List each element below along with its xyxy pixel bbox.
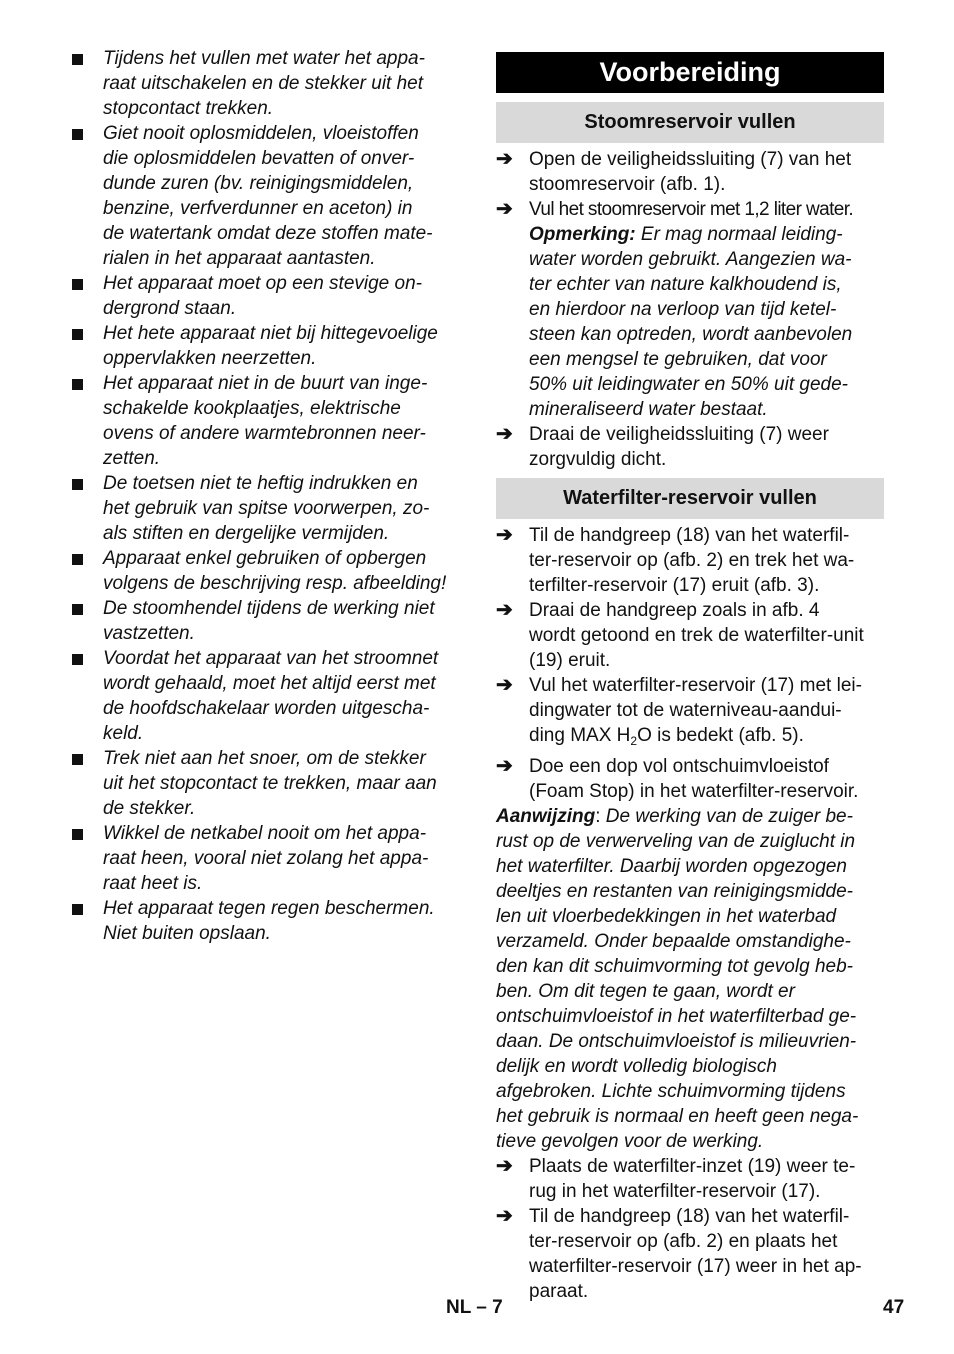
subsection-title-waterfilter-reservoir: Waterfilter-reservoir vullen [496,478,884,519]
arrow-right-icon: ➔ [496,1205,513,1227]
bullet-item: Het apparaat tegen regen beschermen. Niet buiten opslaan. [70,896,462,946]
instruction-step: ➔ Draai de handgreep zoals in afb. 4 wordt getoond en trek de waterfilter-unit (19) eruit. [496,599,864,671]
square-bullet-icon [72,54,83,65]
page-number: 47 [883,1297,905,1318]
instruction-step: ➔ Vul het waterfilter-reservoir (17) met lei- dingwater tot de waterniveau-aandui- ding MAX $H_2O$ is bedekt (afb. 5). [496,674,862,748]
bullet-item: Trek niet aan het snoer, om de stekker uit het stopcontact te trekken, maar aan de stekker. [70,746,462,821]
arrow-right-icon: ➔ [496,599,513,621]
bullet-item: Voordat het apparaat van het stroomnet wordt gehaald, moet het altijd eerst met de hoofdschakelaar worden uitgescha- keld. [70,646,462,746]
right-column [496,46,884,1304]
left-column [70,46,462,946]
section-title: Voorbereiding [496,52,884,93]
subsection-title-steam-reservoir: Stoomreservoir vullen [496,102,884,143]
bullet-item: Het apparaat niet in de buurt van inge- schakelde kookplaatjes, elektrische ovens of andere warmtebronnen neer- zetten. [70,371,462,471]
square-bullet-icon [72,279,83,290]
bullet-item: Giet nooit oplosmiddelen, vloeistoffen die oplosmiddelen bevatten of onver- dunde zuren (bv. reinigingsmiddelen, benzine, verfverdunner en aceton) in de watertank omdat deze stoffen mate- rialen in het apparaat aantasten. [70,121,462,271]
note: Opmerking: Er mag normaal leiding- water worden gebruikt. Aangezien wa- ter echter van nature kalkhoudend is, en hierdoor na verloop van tijd ketel- steen kan optreden, wordt aanbevolen een mengsel te gebruiken, dat voor 50% uit leidingwater en 50% uit gede- mineraliseerd water bestaat. [529,224,853,420]
bullet-item: Tijdens het vullen met water het appa- raat uitschakelen en de stekker uit het stopcontact trekken. [70,46,462,121]
square-bullet-icon [72,554,83,565]
arrow-right-icon: ➔ [496,674,513,696]
arrow-right-icon: ➔ [496,198,513,220]
instruction-step: ➔ Open de veiligheidssluiting (7) van het stoomreservoir (afb. 1). [496,148,852,195]
instruction-step: ➔ Til de handgreep (18) van het waterfil- ter-reservoir op (afb. 2) en plaats het waterfilter-reservoir (17) weer in het ap- paraat. [496,1205,862,1302]
bullet-item: De stoomhendel tijdens de werking niet vastzetten. [70,596,462,646]
footer-section-label: NL – 7 [446,1297,503,1318]
bullet-item: Apparaat enkel gebruiken of opbergen volgens de beschrijving resp. afbeelding! [70,546,462,596]
bullet-item: Het apparaat moet op een stevige on- dergrond staan. [70,271,462,321]
arrow-right-icon: ➔ [496,148,513,170]
bullet-item: Wikkel de netkabel nooit om het appa- raat heen, vooral niet zolang het appa- raat heet is. [70,821,462,896]
bullet-item: Het hete apparaat niet bij hittegevoelige oppervlakken neerzetten. [70,321,462,371]
note-block: Aanwijzing: De werking van de zuiger be- rust op de verwerveling van de zuiglucht in het waterfilter. Daarbij worden opgezogen deeltjes en restanten van reinigingsmidde- len uit vloerbedekkingen in het waterbad verzameld. Onder bepaalde omstandighe- den kan dit schuimvorming tot gevolg heb- ben. Om dit tegen te gaan, wordt er ontschuimvloeistof in het waterfilterbad ge- daan. De ontschuimvloeistof is milieuvrien- delijk en wordt volledig biologisch afgebroken. Lichte schuimvorming tijdens het gebruik is normaal en heeft geen nega- tieve gevolgen voor de werking. [496,806,859,1152]
arrow-right-icon: ➔ [496,755,513,777]
instruction-step: ➔ Til de handgreep (18) van het waterfil- ter-reservoir op (afb. 2) en trek het wa- terfilter-reservoir (17) eruit (afb. 3). [496,524,855,596]
instruction-step: ➔ Draai de veiligheidssluiting (7) weer zorgvuldig dicht. [496,423,829,470]
arrow-right-icon: ➔ [496,524,513,546]
square-bullet-icon [72,754,83,765]
note-label: Aanwijzing [496,806,596,827]
square-bullet-icon [72,829,83,840]
square-bullet-icon [72,129,83,140]
square-bullet-icon [72,654,83,665]
square-bullet-icon [72,479,83,490]
arrow-right-icon: ➔ [496,423,513,445]
bullet-item: De toetsen niet te heftig indrukken en het gebruik van spitse voorwerpen, zo- als stiften en dergelijke vermijden. [70,471,462,546]
instruction-step: ➔ Plaats de waterfilter-inzet (19) weer te- rug in het waterfilter-reservoir (17). [496,1155,856,1202]
square-bullet-icon [72,329,83,340]
arrow-right-icon: ➔ [496,1155,513,1177]
square-bullet-icon [72,379,83,390]
square-bullet-icon [72,904,83,915]
instruction-step: ➔ Vul het stoomreservoir met 1,2 liter water. Opmerking: Er mag normaal leiding- water worden gebruikt. Aangezien wa- ter echter van nature kalkhoudend is, en hierdoor na verloop van tijd ketel- steen kan optreden, wordt aanbevolen een mengsel te gebruiken, dat voor 50% uit leidingwater en 50% uit gede- mineraliseerd water bestaat. [496,198,854,420]
instruction-step: ➔ Doe een dop vol ontschuimvloeistof (Foam Stop) in het waterfilter-reservoir. [496,755,859,802]
square-bullet-icon [72,604,83,615]
note-label: Opmerking: [529,224,636,245]
